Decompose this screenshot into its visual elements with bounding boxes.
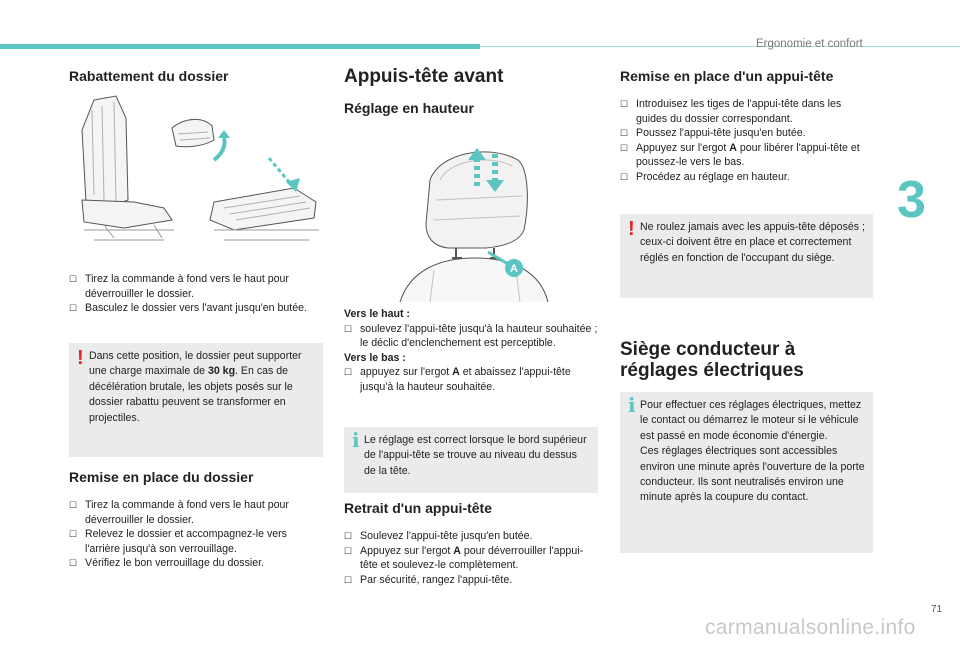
callout-a-label: A bbox=[510, 263, 518, 275]
label-vers-le-bas: Vers le bas : bbox=[344, 351, 406, 364]
page-number: 71 bbox=[931, 604, 943, 615]
header-accent-bar bbox=[0, 44, 480, 49]
info-text: Le réglage est correct lorsque le bord supérieur de l'appui-tête se trouve au niveau du dessus de la tête. bbox=[364, 434, 587, 477]
heading-remise-appui: Remise en place d'un appui-tête bbox=[620, 68, 834, 84]
warning-box-appui bbox=[620, 214, 873, 298]
column-3-lower bbox=[620, 339, 875, 381]
bullet-list-remise-appui bbox=[620, 97, 875, 185]
bullet-list-retrait bbox=[344, 529, 599, 587]
list-item: ☐ Vérifiez le bon verrouillage du dossier. bbox=[69, 557, 265, 570]
warning-icon: ! bbox=[77, 347, 84, 369]
bullet-list-bas bbox=[344, 365, 599, 394]
list-item: ☐ Soulevez l'appui-tête jusqu'en butée. bbox=[344, 530, 533, 542]
header-rule bbox=[480, 46, 960, 47]
info-icon: i bbox=[628, 393, 636, 417]
bullet-list-rabattement bbox=[69, 272, 324, 316]
column-2-text bbox=[344, 307, 599, 395]
section-title: Ergonomie et confort bbox=[756, 38, 863, 50]
checkbox-icon: ☐ bbox=[620, 171, 629, 182]
list-item: ☐ Procédez au réglage en hauteur. bbox=[620, 170, 790, 183]
checkbox-icon: ☐ bbox=[344, 574, 353, 585]
heading-siege-conducteur: Siège conducteur à réglages électriques bbox=[620, 339, 804, 381]
checkbox-icon: ☐ bbox=[620, 99, 629, 109]
warning-text: Dans cette position, le dossier peut supporter une charge maximale de 30 kg. En cas de décélération brutale, les objets posés sur le dossier rabattu peuvent se transformer en projectiles. bbox=[89, 350, 302, 424]
checkbox-icon: ☐ bbox=[69, 558, 78, 569]
list-item: ☐ Introduisez les tiges de l'appui-tête dans les guides du dossier correspondant. bbox=[620, 98, 842, 125]
list-item: ☐ Par sécurité, rangez l'appui-tête. bbox=[344, 573, 513, 586]
checkbox-icon: ☐ bbox=[69, 274, 78, 284]
heading-remise-dossier: Remise en place du dossier bbox=[69, 469, 254, 485]
checkbox-icon: ☐ bbox=[344, 531, 353, 541]
checkbox-icon: ☐ bbox=[69, 303, 78, 314]
warning-text: Ne roulez jamais avec les appuis-tête déposés ; ceux-ci doivent être en place et correctement réglés en fonction de l'occupant du siège. bbox=[640, 221, 865, 264]
checkbox-icon: ☐ bbox=[344, 367, 353, 378]
warning-icon: ! bbox=[628, 218, 635, 240]
checkbox-icon: ☐ bbox=[620, 142, 629, 153]
list-item: ☐ Poussez l'appui-tête jusqu'en butée. bbox=[620, 127, 806, 140]
checkbox-icon: ☐ bbox=[344, 323, 353, 334]
watermark: carmanualsonline.info bbox=[705, 616, 916, 639]
list-item: ☐ Tirez la commande à fond vers le haut pour déverrouiller le dossier. bbox=[69, 499, 289, 526]
list-item: ☐ soulevez l'appui-tête jusqu'à la hauteur souhaitée ; le déclic d'enclenchement est perceptible. bbox=[344, 322, 598, 350]
bullet-list-remise bbox=[69, 498, 324, 571]
checkbox-icon: ☐ bbox=[620, 128, 629, 139]
headrest-illustration bbox=[390, 140, 550, 302]
info-box-reglage bbox=[344, 427, 598, 493]
list-item: ☐ Basculez le dossier vers l'avant jusqu'en butée. bbox=[69, 302, 307, 315]
checkbox-icon: ☐ bbox=[69, 500, 78, 510]
column-2-head bbox=[344, 66, 599, 116]
info-text: Pour effectuer ces réglages électriques, mettez le contact ou démarrez le moteur si le véhicule est passé en mode économie d'énergie. Ces réglages électriques sont accessibles environ une minute après l'ouverture de la porte conducteur. Ils sont neutralisés environ une minute après la coupure du contact. bbox=[640, 399, 865, 504]
column-3 bbox=[620, 68, 875, 185]
heading-retrait: Retrait d'un appui-tête bbox=[344, 500, 492, 516]
list-item: ☐ Appuyez sur l'ergot A pour libérer l'appui-tête et poussez-le vers le bas. bbox=[620, 141, 860, 169]
heading-appuis-tete: Appuis-tête avant bbox=[344, 66, 504, 87]
seat-folding-illustration bbox=[64, 90, 324, 248]
label-vers-le-haut: Vers le haut : bbox=[344, 308, 410, 320]
bullet-list-haut bbox=[344, 322, 599, 351]
column-1-lower bbox=[69, 469, 324, 571]
checkbox-icon: ☐ bbox=[344, 545, 353, 556]
list-item: ☐ Tirez la commande à fond vers le haut pour déverrouiller le dossier. bbox=[69, 273, 289, 300]
heading-rabattement: Rabattement du dossier bbox=[69, 68, 229, 84]
info-icon: i bbox=[352, 428, 360, 452]
warning-box-load bbox=[69, 343, 323, 457]
column-2-lower bbox=[344, 500, 599, 587]
column-1-text bbox=[69, 272, 324, 316]
chapter-number: 3 bbox=[897, 171, 926, 229]
list-item: ☐ Appuyez sur l'ergot A pour déverrouiller l'appui-tête et soulevez-le complètement. bbox=[344, 544, 584, 572]
list-item: ☐ appuyez sur l'ergot A et abaissez l'appui-tête jusqu'à la hauteur souhaitée. bbox=[344, 366, 571, 393]
checkbox-icon: ☐ bbox=[69, 529, 78, 540]
list-item: ☐ Relevez le dossier et accompagnez-le vers l'arrière jusqu'à son verrouillage. bbox=[69, 528, 287, 555]
heading-reglage-hauteur: Réglage en hauteur bbox=[344, 100, 474, 116]
info-box-electrique bbox=[620, 392, 873, 553]
column-1 bbox=[69, 68, 324, 84]
